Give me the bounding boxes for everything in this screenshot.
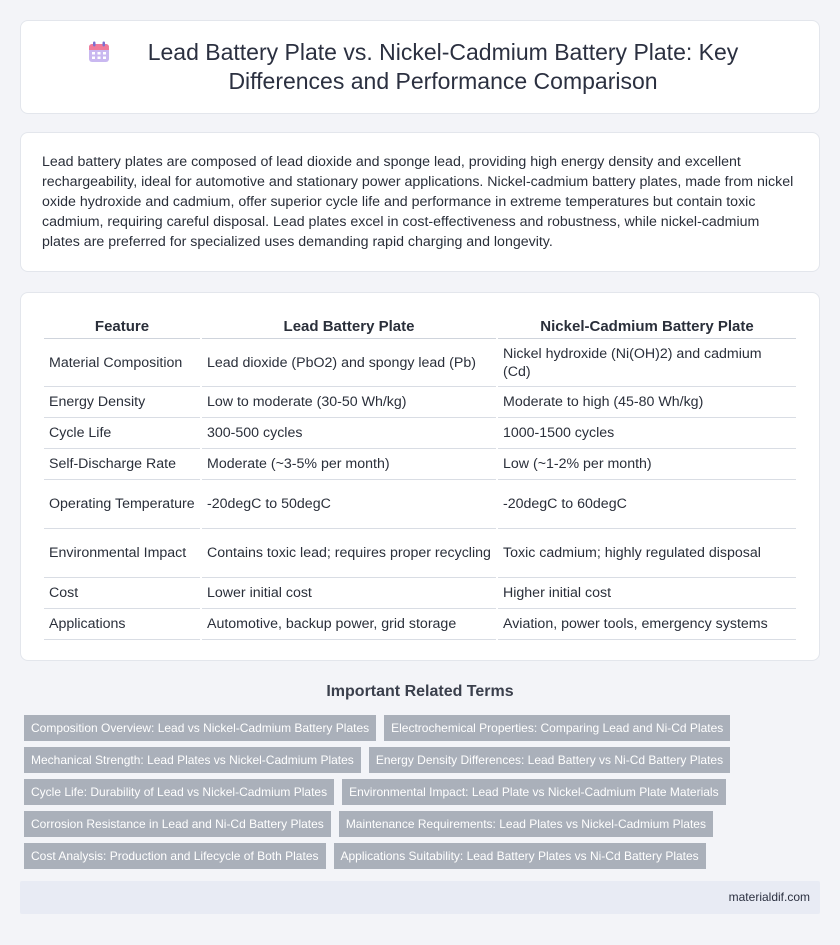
related-terms-title: Important Related Terms [326,683,514,700]
related-term-tag[interactable]: Corrosion Resistance in Lead and Ni-Cd Battery Plates [24,811,331,837]
column-header-nicd: Nickel-Cadmium Battery Plate [498,313,796,339]
table-cell: Operating Temperature [44,480,200,529]
table-cell: Energy Density [44,387,200,418]
table-row [44,449,796,480]
table-row [44,480,796,529]
related-term-tag[interactable]: Applications Suitability: Lead Battery Plates vs Ni-Cd Battery Plates [334,843,706,869]
table-cell: Higher initial cost [498,578,796,609]
column-header-feature: Feature [44,313,200,339]
table-row [44,578,796,609]
related-term-tag[interactable]: Composition Overview: Lead vs Nickel-Cadmium Battery Plates [24,715,376,741]
intro-card [20,132,820,272]
calendar-icon [87,40,111,64]
table-cell: Lower initial cost [202,578,496,609]
table-row [44,609,796,640]
table-cell: 1000-1500 cycles [498,418,796,449]
table-row [44,387,796,418]
table-cell: -20degC to 60degC [498,480,796,529]
table-cell: Low to moderate (30-50 Wh/kg) [202,387,496,418]
table-header-row [44,313,796,339]
table-cell: Self-Discharge Rate [44,449,200,480]
page-title: Lead Battery Plate vs. Nickel-Cadmium Battery Plate: Key Differences and Performance Comparison [147,39,739,94]
table-cell: Cost [44,578,200,609]
table-row [44,418,796,449]
related-term-tag[interactable]: Energy Density Differences: Lead Battery vs Ni-Cd Battery Plates [369,747,730,773]
related-terms-section [20,682,820,875]
intro-paragraph: Lead battery plates are composed of lead dioxide and sponge lead, providing high energy density and excellent rechargeability, ideal for automotive and stationary power applications. Nickel-cadmium battery plates, made from nickel oxide hydroxide and cadmium, offer superior cycle life and performance in extreme temperatures but contain toxic cadmium, requiring careful disposal. Lead plates excel in cost-effectiveness and robustness, while nickel-cadmium plates are preferred for specialized uses demanding rapid charging and longevity. [42,154,794,250]
related-term-tag[interactable]: Electrochemical Properties: Comparing Lead and Ni-Cd Plates [384,715,730,741]
related-term-tag[interactable]: Cost Analysis: Production and Lifecycle of Both Plates [24,843,326,869]
related-term-tag[interactable]: Maintenance Requirements: Lead Plates vs Nickel-Cadmium Plates [339,811,713,837]
related-term-tag[interactable]: Mechanical Strength: Lead Plates vs Nickel-Cadmium Plates [24,747,361,773]
footer-site-link[interactable]: materialdif.com [728,890,810,904]
table-cell: Lead dioxide (PbO2) and spongy lead (Pb) [202,339,496,387]
table-cell: Material Composition [44,339,200,387]
comparison-table-card [20,292,820,661]
footer [20,881,820,914]
column-header-lead: Lead Battery Plate [202,313,496,339]
title-card [20,20,820,114]
table-cell: Moderate (~3-5% per month) [202,449,496,480]
related-term-tag[interactable]: Cycle Life: Durability of Lead vs Nickel-Cadmium Plates [24,779,334,805]
table-row [44,529,796,578]
table-cell: Aviation, power tools, emergency systems [498,609,796,640]
table-cell: 300-500 cycles [202,418,496,449]
table-cell: Low (~1-2% per month) [498,449,796,480]
related-term-tag[interactable]: Environmental Impact: Lead Plate vs Nickel-Cadmium Plate Materials [342,779,725,805]
table-cell: Cycle Life [44,418,200,449]
table-cell: Moderate to high (45-80 Wh/kg) [498,387,796,418]
table-cell: Automotive, backup power, grid storage [202,609,496,640]
table-cell: Nickel hydroxide (Ni(OH)2) and cadmium (Cd) [498,339,796,387]
table-cell: Applications [44,609,200,640]
table-row [44,339,796,387]
table-cell: -20degC to 50degC [202,480,496,529]
comparison-table [42,313,798,640]
table-cell: Environmental Impact [44,529,200,578]
table-cell: Contains toxic lead; requires proper recycling [202,529,496,578]
table-cell: Toxic cadmium; highly regulated disposal [498,529,796,578]
